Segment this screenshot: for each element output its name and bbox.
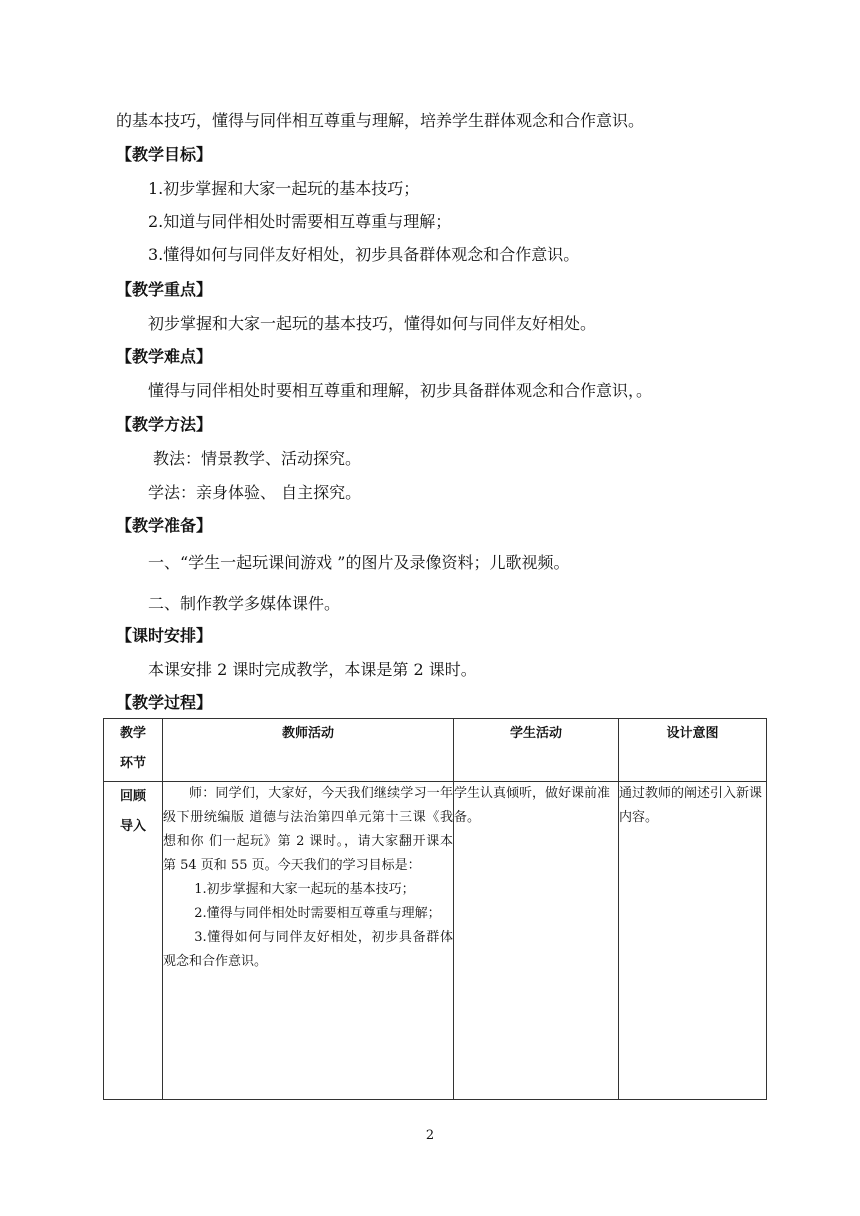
key-points-heading: 【教学重点】 <box>116 280 213 299</box>
objective-item: 2.知道与同伴相处时需要相互尊重与理解； <box>148 212 452 231</box>
stage-cell <box>104 782 163 1100</box>
learning-method: 学法：亲身体验、 自主探究。 <box>148 483 362 502</box>
page-number: 2 <box>425 1128 435 1143</box>
header-student-activity: 学生活动 <box>454 719 619 782</box>
objectives-heading: 【教学目标】 <box>116 145 213 164</box>
table-header-row <box>104 719 767 782</box>
teacher-paragraph: 1.初步掌握和大家一起玩的基本技巧； <box>194 882 415 897</box>
objective-item: 3.懂得如何与同伴友好相处，初步具备群体观念和合作意识。 <box>148 245 580 264</box>
student-activity-cell: 学生认真倾听，做好课前准备。 <box>454 782 619 1100</box>
schedule-text: 本课安排 2 课时完成教学，本课是第 2 课时。 <box>148 660 477 679</box>
design-intent-text: 通过教师的阐述引入新课内容。 <box>619 786 763 825</box>
teacher-paragraph: 2.懂得与同伴相处时需要相互尊重与理解； <box>194 906 441 921</box>
header-design-intent: 设计意图 <box>619 719 767 782</box>
teacher-paragraph: 师：同学们，大家好，今天我们继续学习一年级下册统编版 道德与法治第四单元第十三课《我想和你 们一起玩》第 2 课时。，请大家翻开课本 第 54 页和 55 页。今天我们的学习目标是： <box>163 786 453 873</box>
stage-line: 回顾 <box>119 789 146 804</box>
header-teacher-activity: 教师活动 <box>163 719 454 782</box>
process-heading: 【教学过程】 <box>116 693 213 712</box>
objective-item: 1.初步掌握和大家一起玩的基本技巧； <box>148 179 420 198</box>
intro-paragraph: 的基本技巧，懂得与同伴相互尊重与理解，培养学生群体观念和合作意识。 <box>116 111 645 130</box>
header-stage-line: 环节 <box>119 756 146 771</box>
difficulties-text: 懂得与同伴相处时要相互尊重和理解，初步具备群体观念和合作意识，。 <box>148 381 653 400</box>
header-stage-line: 教学 <box>119 726 146 741</box>
table-row <box>104 782 767 1100</box>
teacher-activity-cell <box>163 782 454 1100</box>
methods-heading: 【教学方法】 <box>116 415 213 434</box>
preparation-heading: 【教学准备】 <box>116 516 213 535</box>
schedule-heading: 【课时安排】 <box>116 626 213 645</box>
header-stage <box>104 719 163 782</box>
teaching-method: 教法：情景教学、活动探究。 <box>153 449 362 468</box>
difficulties-heading: 【教学难点】 <box>116 347 213 366</box>
stage-line: 导入 <box>119 819 146 834</box>
teacher-paragraph: 3.懂得如何与同伴友好相处，初步具备群体观念和合作意识。 <box>163 930 453 969</box>
key-points-text: 初步掌握和大家一起玩的基本技巧，懂得如何与同伴友好相处。 <box>148 314 597 333</box>
teaching-process-table <box>103 718 767 1100</box>
preparation-item: 二、制作教学多媒体课件。 <box>148 594 341 613</box>
design-intent-cell <box>619 782 767 1100</box>
preparation-item: 一、“学生一起玩课间游戏 ”的图片及录像资料；儿歌视频。 <box>148 553 570 572</box>
